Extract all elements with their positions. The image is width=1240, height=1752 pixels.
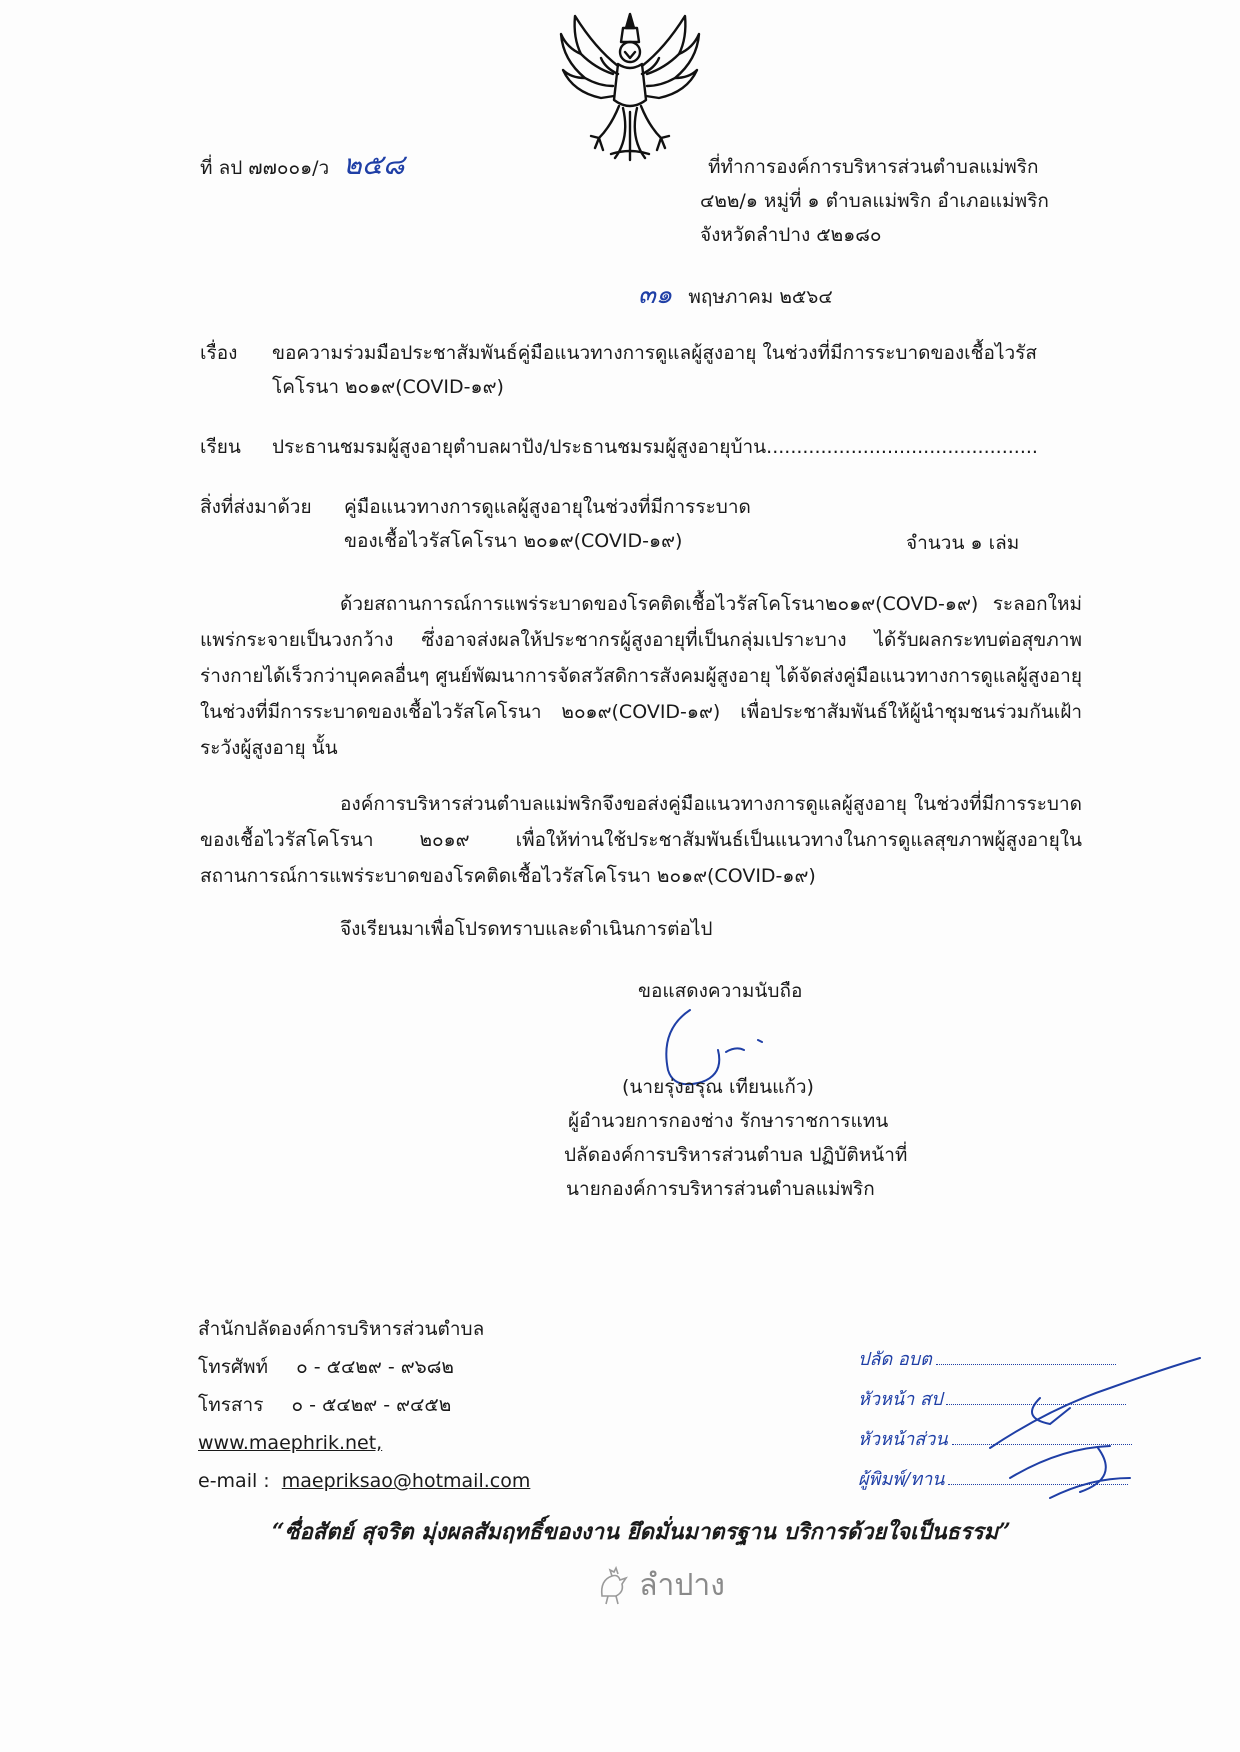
reference-number-handwritten: ๒๕๘ [343, 148, 405, 181]
body-paragraph-2-text: องค์การบริหารส่วนตำบลแม่พริกจึงขอส่งคู่มือแนวทางการดูแลผู้สูงอายุ ในช่วงที่มีการระบาดของเชื้อไวรัสโคโรนา ๒๐๑๙ เพื่อให้ท่านใช้ประชาสัมพันธ์เป็นแนวทางในการดูแลสุขภาพผู้สูงอายุในสถานการณ์การแพร่ระบาดของโรคติดเชื้อไวรัสโคโรนา ๒๐๑๙(COVID-๑๙) [200, 793, 1082, 887]
signer-position-3: นายกองค์การบริหารส่วนตำบลแม่พริก [566, 1178, 875, 1200]
footer-office: สำนักปลัดองค์การบริหารส่วนตำบล [198, 1318, 485, 1340]
footer-email-link[interactable]: maepriksao@hotmail.com [281, 1470, 531, 1492]
footer-website-link[interactable]: www.maephrik.net, [198, 1432, 383, 1454]
reference-number-printed: ที่ ลป ๗๗๐๐๑/ว [200, 157, 330, 179]
body-paragraph-2 [200, 786, 1082, 894]
routing-line-4: ผู้พิมพ์/ทาน [858, 1460, 1132, 1500]
footer-fax-number: ๐ - ๕๔๒๙ - ๙๔๕๒ [291, 1394, 452, 1416]
closing-line: จึงเรียนมาเพื่อโปรดทราบและดำเนินการต่อไป [340, 918, 713, 940]
footer-email [198, 1468, 530, 1494]
subject-line2: โคโรนา ๒๐๑๙(COVID-๑๙) [272, 376, 504, 398]
routing-line-3: หัวหน้าส่วน [858, 1420, 1132, 1460]
office-address-line3: จังหวัดลำปาง ๕๒๑๘๐ [700, 224, 882, 246]
signature-salutation: ขอแสดงความนับถือ [638, 980, 803, 1002]
routing-initials-mark [980, 1328, 1210, 1508]
routing-line-1: ปลัด อบต [858, 1340, 1132, 1380]
footer-fax [198, 1392, 451, 1418]
subject-line1: ขอความร่วมมือประชาสัมพันธ์คู่มือแนวทางการดูแลผู้สูงอายุ ในช่วงที่มีการระบาดของเชื้อไวรัส [272, 342, 1037, 364]
reference-number [200, 148, 405, 181]
addressee-label: เรียน [200, 436, 241, 458]
footer-phone-label: โทรศัพท์ [198, 1356, 269, 1378]
garuda-emblem-icon [555, 8, 705, 166]
office-address-line1: ที่ทำการองค์การบริหารส่วนตำบลแม่พริก [708, 156, 1039, 178]
letter-date [638, 282, 833, 310]
rooster-logo-icon [594, 1566, 634, 1606]
body-paragraph-1-text: ด้วยสถานการณ์การแพร่ระบาดของโรคติดเชื้อไวรัสโคโรนา๒๐๑๙(COVD-๑๙) ระลอกใหม่แพร่กระจายเป็นวงกว้าง ซึ่งอาจส่งผลให้ประชากรผู้สูงอายุที่เป็นกลุ่มเปราะบาง ได้รับผลกระทบต่อสุขภาพร่างกายได้เร็วกว่าบุคคลอื่นๆ ศูนย์พัฒนาการจัดสวัสดิการสังคมผู้สูงอายุ ได้จัดส่งคู่มือแนวทางการดูแลผู้สูงอายุในช่วงที่มีการระบาดของเชื้อไวรัสโคโรนา ๒๐๑๙(COVID-๑๙) เพื่อประชาสัมพันธ์ให้ผู้นำชุมชนร่วมกันเฝ้าระวังผู้สูงอายุ นั้น [200, 593, 1082, 759]
signer-name: (นายรุ่งอรุณ เทียนแก้ว) [622, 1076, 814, 1098]
enclosure-line1: คู่มือแนวทางการดูแลผู้สูงอายุในช่วงที่มีการระบาด [344, 496, 751, 518]
routing-line-2: หัวหน้า สป [858, 1380, 1132, 1420]
date-printed: พฤษภาคม ๒๕๖๔ [688, 286, 833, 308]
enclosure-label: สิ่งที่ส่งมาด้วย [200, 496, 312, 518]
footer-phone-number: ๐ - ๕๔๒๙ - ๙๖๘๒ [296, 1356, 454, 1378]
signer-position-1: ผู้อำนวยการกองช่าง รักษาราชการแทน [568, 1110, 889, 1132]
body-paragraph-1 [200, 586, 1082, 766]
footer-phone [198, 1354, 454, 1380]
enclosure-line2: ของเชื้อไวรัสโคโรนา ๒๐๑๙(COVID-๑๙) [344, 530, 683, 552]
footer-motto: “ซื่อสัตย์ สุจริต มุ่งผลสัมฤทธิ์ของงาน ยึดมั่นมาตรฐาน บริการด้วยใจเป็นธรรม” [272, 1519, 1011, 1545]
enclosure-quantity: จำนวน ๑ เล่ม [906, 532, 1020, 554]
footer-email-label: e-mail : [198, 1470, 270, 1492]
lampang-logo [594, 1562, 725, 1609]
date-handwritten: ๓๑ [638, 280, 673, 310]
subject-label: เรื่อง [200, 342, 238, 364]
office-address-line2: ๔๒๒/๑ หมู่ที่ ๑ ตำบลแม่พริก อำเภอแม่พริก [700, 190, 1049, 212]
footer-fax-label: โทรสาร [198, 1394, 264, 1416]
signer-position-2: ปลัดองค์การบริหารส่วนตำบล ปฏิบัติหน้าที่ [564, 1144, 908, 1166]
lampang-logo-text: ลำปาง [639, 1568, 725, 1603]
addressee-text: ประธานชมรมผู้สูงอายุตำบลผาปัง/ประธานชมรมผู้สูงอายุบ้าน............................................. [272, 436, 1038, 458]
